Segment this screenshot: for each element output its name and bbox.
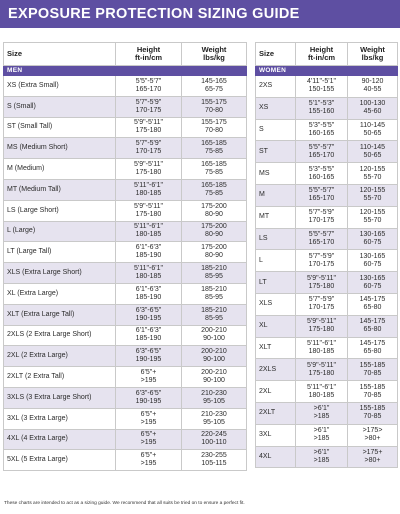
- women-cell-weight: 90-120 40-55: [348, 76, 398, 98]
- men-cell-weight: 220-245 100-110: [182, 429, 247, 450]
- women-cell-height: 4'11"-5'1" 150-155: [296, 76, 348, 98]
- men-cell-weight: 200-210 90-100: [182, 325, 247, 346]
- women-cell-height: >6'1" >185: [296, 402, 348, 424]
- women-cell-height: 5'3"-5'5" 160-165: [296, 163, 348, 185]
- men-cell-size: ST (Small Tall): [4, 117, 116, 138]
- women-header-weight: Weight lbs/kg: [348, 43, 398, 66]
- men-cell-height: 6'1"-6'3" 185-190: [116, 283, 182, 304]
- men-cell-size: 2XLS (2 Extra Large Short): [4, 325, 116, 346]
- men-cell-size: MT (Medium Tall): [4, 179, 116, 200]
- women-cell-size: 3XL: [256, 424, 296, 446]
- men-cell-height: 5'11"-6'1" 180-185: [116, 179, 182, 200]
- men-cell-height: 5'9"-5'11" 175-180: [116, 200, 182, 221]
- men-size-table: [3, 42, 247, 471]
- table-row: [256, 402, 398, 424]
- women-cell-size: LS: [256, 228, 296, 250]
- men-cell-weight: 175-200 80-90: [182, 242, 247, 263]
- women-cell-height: 5'7"-5'9" 170-175: [296, 206, 348, 228]
- women-section-label: WOMEN: [256, 66, 398, 76]
- women-cell-size: XS: [256, 97, 296, 119]
- table-row: [4, 429, 247, 450]
- table-row: [256, 228, 398, 250]
- table-row: [4, 325, 247, 346]
- men-cell-weight: 165-185 75-85: [182, 159, 247, 180]
- men-cell-height: 6'5"+ >195: [116, 429, 182, 450]
- table-row: [256, 424, 398, 446]
- women-cell-weight: 110-145 50-65: [348, 141, 398, 163]
- men-cell-weight: 175-200 80-90: [182, 221, 247, 242]
- men-cell-weight: 210-230 95-105: [182, 387, 247, 408]
- table-row: [256, 272, 398, 294]
- men-cell-height: 5'7"-5'9" 170-175: [116, 138, 182, 159]
- women-cell-weight: 100-130 45-60: [348, 97, 398, 119]
- women-cell-weight: 145-175 65-80: [348, 315, 398, 337]
- table-row: [4, 138, 247, 159]
- table-row: [4, 76, 247, 97]
- table-row: [4, 242, 247, 263]
- women-cell-size: L: [256, 250, 296, 272]
- women-cell-weight: 120-155 55-70: [348, 184, 398, 206]
- men-cell-weight: 185-210 85-95: [182, 304, 247, 325]
- men-header-size: Size: [4, 43, 116, 66]
- women-cell-weight: 130-165 60-75: [348, 272, 398, 294]
- women-cell-height: 5'5"-5'7" 165-170: [296, 184, 348, 206]
- men-cell-weight: 185-210 85-95: [182, 263, 247, 284]
- men-cell-height: 5'5"-5'7" 165-170: [116, 76, 182, 97]
- women-cell-weight: >175> >80+: [348, 424, 398, 446]
- table-row: [4, 96, 247, 117]
- table-row: [4, 387, 247, 408]
- women-cell-size: M: [256, 184, 296, 206]
- table-row: [4, 117, 247, 138]
- men-header-weight: Weight lbs/kg: [182, 43, 247, 66]
- women-cell-height: 5'11"-6'1" 180-185: [296, 381, 348, 403]
- women-cell-size: 2XL: [256, 381, 296, 403]
- table-row: [256, 119, 398, 141]
- table-row: [256, 184, 398, 206]
- women-cell-size: LT: [256, 272, 296, 294]
- men-cell-weight: 145-165 65-75: [182, 76, 247, 97]
- men-cell-size: M (Medium): [4, 159, 116, 180]
- men-cell-size: 2XLT (2 Extra Tall): [4, 367, 116, 388]
- men-cell-height: 6'3"-6'5" 190-195: [116, 387, 182, 408]
- table-row: [4, 200, 247, 221]
- women-cell-height: 5'11"-6'1" 180-185: [296, 337, 348, 359]
- table-row: [256, 141, 398, 163]
- women-cell-weight: >175+ >80+: [348, 446, 398, 468]
- men-cell-size: LS (Large Short): [4, 200, 116, 221]
- men-cell-height: 6'1"-6'3" 185-190: [116, 242, 182, 263]
- women-cell-height: 5'7"-5'9" 170-175: [296, 250, 348, 272]
- table-row: [4, 367, 247, 388]
- footnote: These charts are intended to act as a sizing guide. We recommend that all suits be tried on to ensure a perfect fit.: [4, 501, 245, 506]
- men-cell-height: 6'1"-6'3" 185-190: [116, 325, 182, 346]
- table-row: [4, 304, 247, 325]
- table-row: [256, 250, 398, 272]
- women-cell-size: 4XL: [256, 446, 296, 468]
- men-cell-size: XLT (Extra Large Tall): [4, 304, 116, 325]
- men-cell-weight: 230-255 105-115: [182, 450, 247, 471]
- women-cell-height: 5'5"-5'7" 165-170: [296, 228, 348, 250]
- men-cell-weight: 175-200 80-90: [182, 200, 247, 221]
- men-cell-weight: 200-210 90-100: [182, 346, 247, 367]
- table-row: [256, 359, 398, 381]
- table-row: [256, 206, 398, 228]
- women-cell-size: S: [256, 119, 296, 141]
- men-cell-height: 6'3"-6'5" 190-195: [116, 304, 182, 325]
- women-cell-height: 5'5"-5'7" 165-170: [296, 141, 348, 163]
- women-size-table: [255, 42, 398, 468]
- table-row: [256, 381, 398, 403]
- men-cell-size: MS (Medium Short): [4, 138, 116, 159]
- women-cell-size: XL: [256, 315, 296, 337]
- women-cell-height: 5'9"-5'11" 175-180: [296, 359, 348, 381]
- men-cell-size: S (Small): [4, 96, 116, 117]
- women-cell-weight: 155-185 70-85: [348, 381, 398, 403]
- women-cell-height: 5'1"-5'3" 155-160: [296, 97, 348, 119]
- table-row: [256, 163, 398, 185]
- men-cell-size: 5XL (5 Extra Large): [4, 450, 116, 471]
- page-title: EXPOSURE PROTECTION SIZING GUIDE: [0, 0, 400, 28]
- men-cell-height: 5'11"-6'1" 180-185: [116, 221, 182, 242]
- table-row: [256, 315, 398, 337]
- men-header-height: Height ft-in/cm: [116, 43, 182, 66]
- table-row: [256, 446, 398, 468]
- men-cell-height: 6'5"+ >195: [116, 450, 182, 471]
- men-cell-height: 6'5"+ >195: [116, 408, 182, 429]
- men-cell-height: 5'9"-5'11" 175-180: [116, 117, 182, 138]
- women-cell-height: 5'7"-5'9" 170-175: [296, 293, 348, 315]
- women-cell-height: 5'9"-5'11" 175-180: [296, 272, 348, 294]
- women-cell-height: 5'9"-5'11" 175-180: [296, 315, 348, 337]
- women-cell-weight: 120-155 55-70: [348, 163, 398, 185]
- women-cell-size: MS: [256, 163, 296, 185]
- men-cell-weight: 165-185 75-85: [182, 179, 247, 200]
- women-cell-height: >6'1" >185: [296, 446, 348, 468]
- men-cell-size: 4XL (4 Extra Large): [4, 429, 116, 450]
- women-cell-size: XLS: [256, 293, 296, 315]
- table-row: [4, 159, 247, 180]
- men-cell-weight: 210-230 95-105: [182, 408, 247, 429]
- table-row: [256, 76, 398, 98]
- table-row: [4, 263, 247, 284]
- men-cell-size: XS (Extra Small): [4, 76, 116, 97]
- table-row: [4, 450, 247, 471]
- table-row: [4, 221, 247, 242]
- table-row: [4, 346, 247, 367]
- women-cell-weight: 110-145 50-65: [348, 119, 398, 141]
- women-cell-size: 2XLS: [256, 359, 296, 381]
- women-header-height: Height ft-in/cm: [296, 43, 348, 66]
- women-cell-weight: 145-175 65-80: [348, 293, 398, 315]
- men-cell-height: 6'3"-6'5" 190-195: [116, 346, 182, 367]
- women-cell-size: XLT: [256, 337, 296, 359]
- men-cell-height: 5'7"-5'9" 170-175: [116, 96, 182, 117]
- men-cell-height: 5'9"-5'11" 175-180: [116, 159, 182, 180]
- men-cell-size: XLS (Extra Large Short): [4, 263, 116, 284]
- table-row: [256, 97, 398, 119]
- table-row: [256, 337, 398, 359]
- men-cell-weight: 155-175 70-80: [182, 117, 247, 138]
- women-cell-size: MT: [256, 206, 296, 228]
- men-section-label: MEN: [4, 66, 247, 76]
- table-row: [4, 179, 247, 200]
- table-row: [256, 293, 398, 315]
- men-cell-size: 3XLS (3 Extra Large Short): [4, 387, 116, 408]
- women-cell-height: 5'3"-5'5" 160-165: [296, 119, 348, 141]
- men-cell-size: L (Large): [4, 221, 116, 242]
- women-cell-size: 2XLT: [256, 402, 296, 424]
- men-cell-weight: 165-185 75-85: [182, 138, 247, 159]
- women-cell-height: >6'1" >185: [296, 424, 348, 446]
- table-row: [4, 283, 247, 304]
- men-cell-size: 2XL (2 Extra Large): [4, 346, 116, 367]
- men-cell-weight: 200-210 90-100: [182, 367, 247, 388]
- men-cell-height: 6'5"+ >195: [116, 367, 182, 388]
- women-cell-weight: 130-165 60-75: [348, 250, 398, 272]
- men-cell-size: LT (Large Tall): [4, 242, 116, 263]
- women-cell-weight: 155-185 70-85: [348, 402, 398, 424]
- women-cell-size: ST: [256, 141, 296, 163]
- women-cell-weight: 120-155 55-70: [348, 206, 398, 228]
- women-cell-size: 2XS: [256, 76, 296, 98]
- women-cell-weight: 155-185 70-85: [348, 359, 398, 381]
- men-cell-height: 5'11"-6'1" 180-185: [116, 263, 182, 284]
- men-cell-weight: 185-210 85-95: [182, 283, 247, 304]
- women-cell-weight: 130-165 60-75: [348, 228, 398, 250]
- table-row: [4, 408, 247, 429]
- women-cell-weight: 145-175 65-80: [348, 337, 398, 359]
- women-header-size: Size: [256, 43, 296, 66]
- men-cell-size: 3XL (3 Extra Large): [4, 408, 116, 429]
- men-cell-weight: 155-175 70-80: [182, 96, 247, 117]
- men-cell-size: XL (Extra Large): [4, 283, 116, 304]
